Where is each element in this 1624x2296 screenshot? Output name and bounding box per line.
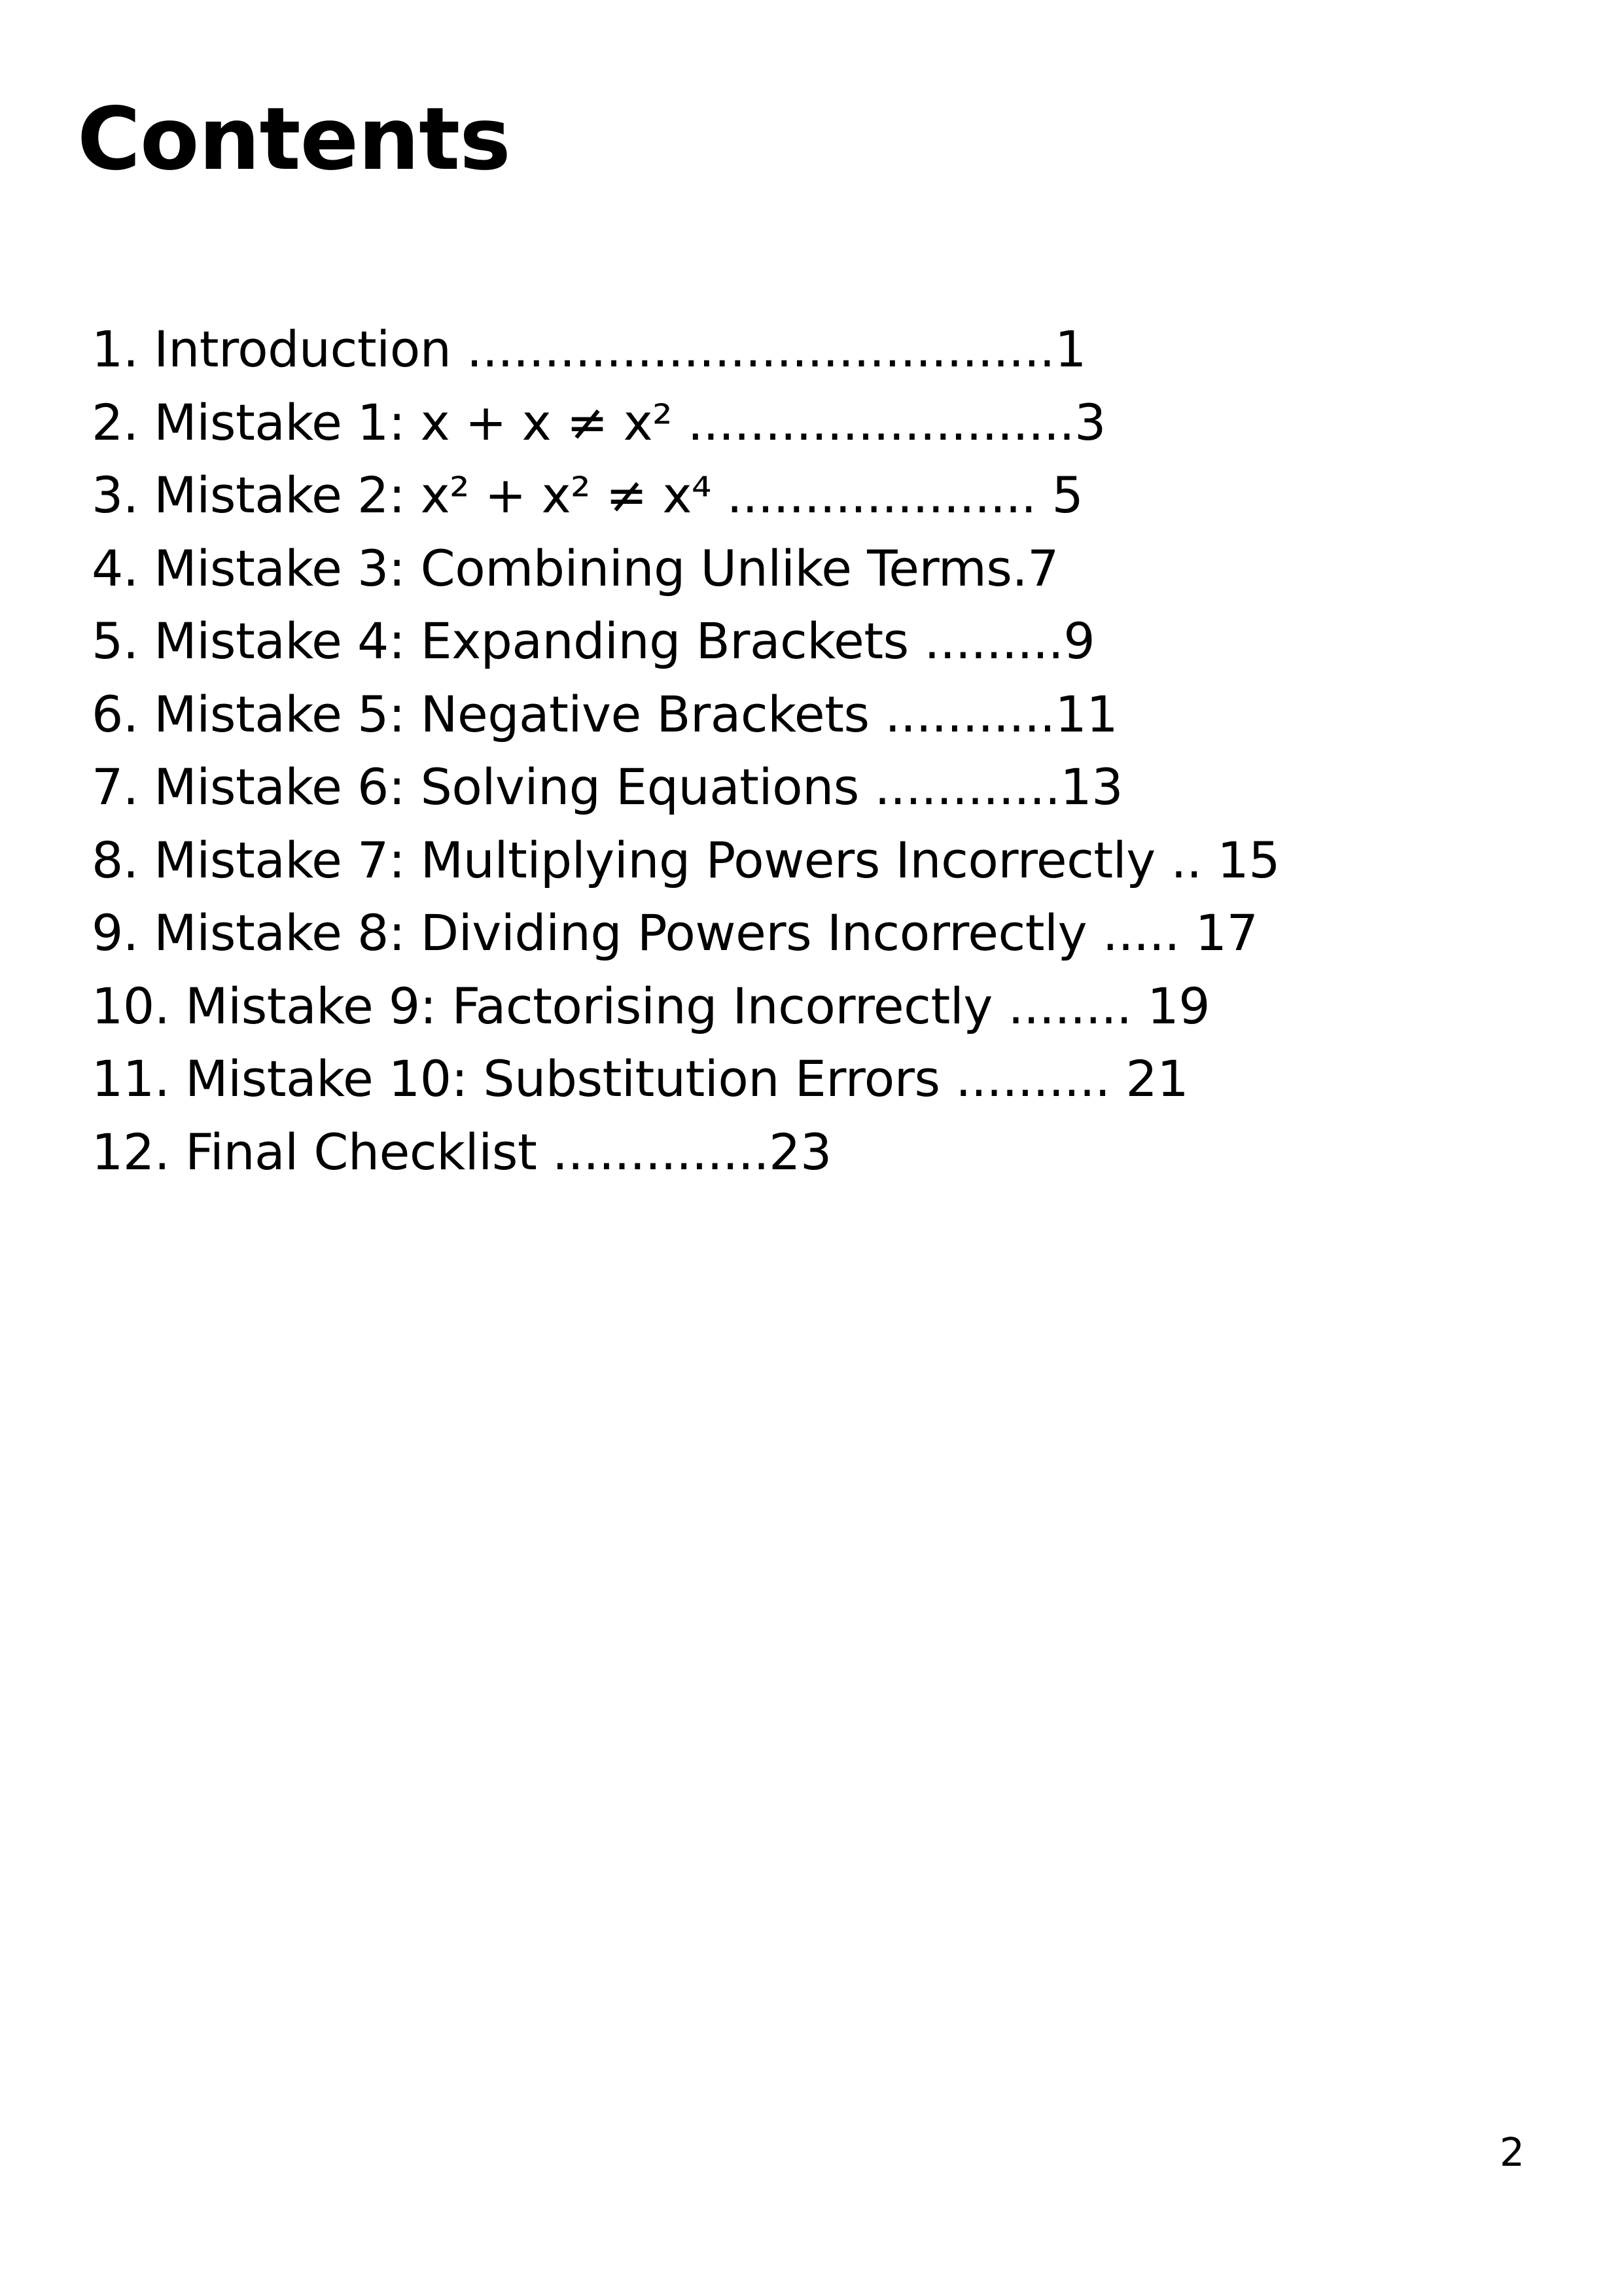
toc-entry-mistake-3: 4. Mistake 3: Combining Unlike Terms.7 [92, 539, 1059, 597]
toc-entry-mistake-2: 3. Mistake 2: x² + x² ≠ x⁴ .................... 5 [92, 466, 1084, 524]
toc-entry-mistake-4: 5. Mistake 4: Expanding Brackets .........9 [92, 612, 1095, 670]
toc-entry-mistake-8: 9. Mistake 8: Dividing Powers Incorrectly ..... 17 [92, 904, 1258, 962]
page-number: 2 [1499, 2130, 1525, 2176]
toc-entry-mistake-10: 11. Mistake 10: Substitution Errors .......... 21 [92, 1050, 1189, 1108]
toc-entry-mistake-7: 8. Mistake 7: Multiplying Powers Incorrectly .. 15 [92, 830, 1280, 889]
toc-entry-final-checklist: 12. Final Checklist ..............23 [92, 1122, 832, 1181]
toc-entry-mistake-1: 2. Mistake 1: x + x ≠ x² .........................3 [92, 393, 1106, 451]
toc-entry-introduction: 1. Introduction ......................................1 [92, 320, 1086, 378]
toc-entry-mistake-6: 7. Mistake 6: Solving Equations ............13 [92, 758, 1123, 816]
toc-entry-mistake-5: 6. Mistake 5: Negative Brackets ...........11 [92, 684, 1118, 743]
table-of-contents [92, 313, 1280, 1188]
toc-entry-mistake-9: 10. Mistake 9: Factorising Incorrectly ........ 19 [92, 976, 1210, 1035]
page-title: Contents [77, 89, 510, 190]
